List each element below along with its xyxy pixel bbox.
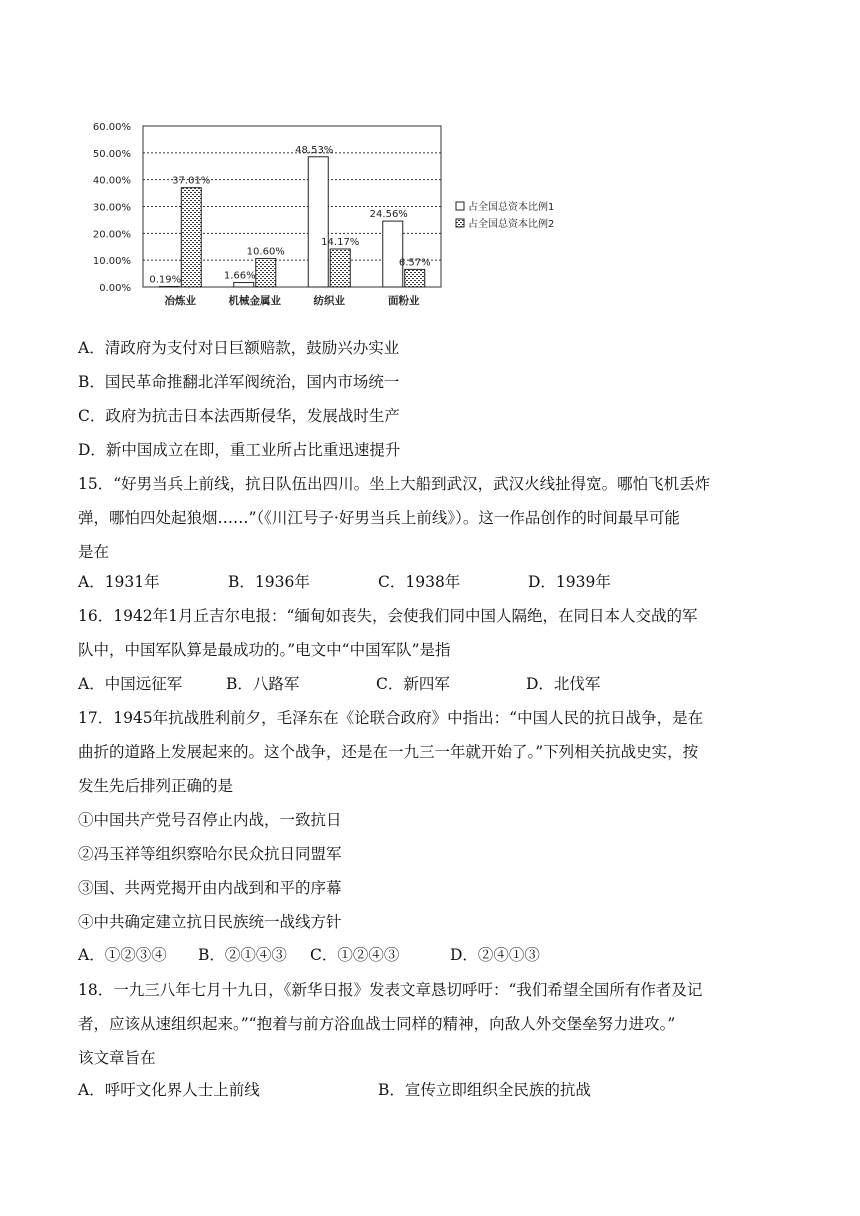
text-line: B．国民革命推翻北洋军阀统治，国内市场统一 bbox=[78, 373, 400, 391]
capital-share-bar-chart bbox=[78, 112, 778, 322]
y-tick-label: 50.00% bbox=[92, 148, 131, 160]
text-line: 15．“好男当兵上前线，抗日队伍出四川。坐上大船到武汉，武汉火线扯得宽。哪怕飞机丢炸 bbox=[78, 475, 711, 493]
bar-series2 bbox=[256, 259, 276, 287]
option-b: B．②①④③ bbox=[198, 946, 287, 964]
text-line: ②冯玉祥等组织察哈尔民众抗日同盟军 bbox=[78, 845, 342, 863]
bar-series2 bbox=[330, 249, 350, 287]
text-line: 弹，哪怕四处起狼烟……”（《川江号子·好男当兵上前线》）。这一作品创作的时间最早可能 bbox=[78, 509, 680, 527]
option-a: A．1931年 bbox=[78, 573, 160, 591]
x-tick-label: 纺织业 bbox=[313, 295, 345, 307]
y-tick-label: 0.00% bbox=[99, 283, 131, 294]
data-label: 24.56% bbox=[369, 209, 408, 221]
bar-series1 bbox=[308, 157, 328, 287]
text-line: 发生先后排列正确的是 bbox=[78, 777, 234, 795]
bar-series2 bbox=[405, 269, 425, 287]
option-d: D．1939年 bbox=[528, 573, 611, 591]
option-a: A．呼吁文化界人士上前线 bbox=[78, 1081, 260, 1099]
y-tick-label: 10.00% bbox=[92, 256, 131, 268]
y-tick-label: 60.00% bbox=[92, 122, 131, 133]
y-tick-label: 40.00% bbox=[92, 175, 131, 187]
option-b: B．1936年 bbox=[228, 573, 310, 591]
option-b: B．八路军 bbox=[226, 675, 300, 693]
text-line: C．政府为抗击日本法西斯侵华，发展战时生产 bbox=[78, 407, 400, 425]
y-tick-label: 20.00% bbox=[92, 229, 131, 241]
option-a: A．①②③④ bbox=[78, 946, 167, 964]
x-tick-label: 冶炼业 bbox=[164, 295, 196, 307]
option-c: C．1938年 bbox=[378, 573, 461, 591]
legend-label: 占全国总资本比例1 bbox=[468, 202, 555, 213]
text-line: 者，应该从速组织起来。”“抱着与前方浴血战士同样的精神，向敌人外交堡垒努力进攻。” bbox=[78, 1015, 676, 1033]
data-label: 1.66% bbox=[223, 270, 256, 282]
option-b: B．宣传立即组织全民族的抗战 bbox=[378, 1081, 591, 1099]
text-line: ④中共确定建立抗日民族统一战线方针 bbox=[78, 913, 342, 931]
data-label: 14.17% bbox=[321, 236, 360, 248]
legend-swatch bbox=[456, 202, 464, 210]
option-a: A．中国远征军 bbox=[78, 675, 183, 693]
y-tick-label: 30.00% bbox=[92, 202, 131, 214]
text-line: ①中国共产党号召停止内战，一致抗日 bbox=[78, 811, 342, 829]
data-label: 48.53% bbox=[295, 144, 334, 156]
text-line: 17．1945年抗战胜利前夕，毛泽东在《论联合政府》中指出：“中国人民的抗日战争，是在 bbox=[78, 709, 704, 727]
option-d: D．②④①③ bbox=[450, 946, 540, 964]
text-line: ③国、共两党揭开由内战到和平的序幕 bbox=[78, 879, 342, 897]
text-line: 该文章旨在 bbox=[78, 1049, 156, 1067]
option-d: D．北伐军 bbox=[526, 675, 601, 693]
bar-series1 bbox=[383, 221, 403, 287]
x-tick-label: 机械金属业 bbox=[228, 295, 281, 307]
option-c: C．新四军 bbox=[376, 675, 450, 693]
text-line: 是在 bbox=[78, 543, 110, 561]
text-line: D．新中国成立在即，重工业所占比重迅速提升 bbox=[78, 441, 401, 459]
data-label: 0.19% bbox=[149, 274, 182, 286]
x-tick-label: 面粉业 bbox=[388, 295, 420, 307]
bar-series1 bbox=[159, 286, 179, 287]
text-line: 16．1942年1月丘吉尔电报：“缅甸如丧失，会使我们同中国人隔绝，在同日本人交战的军 bbox=[78, 607, 698, 625]
text-line: A．清政府为支付对日巨额赔款，鼓励兴办实业 bbox=[78, 339, 400, 357]
legend-label: 占全国总资本比例2 bbox=[468, 219, 555, 230]
text-line: 队中，中国军队算是最成功的。”电文中“中国军队”是指 bbox=[78, 641, 451, 659]
bar-series1 bbox=[234, 283, 254, 287]
data-label: 37.01% bbox=[172, 175, 211, 187]
legend-swatch bbox=[456, 219, 464, 227]
data-label: 10.60% bbox=[246, 246, 285, 258]
data-label: 6.57% bbox=[398, 257, 431, 269]
option-c: C．①②④③ bbox=[310, 946, 400, 964]
text-line: 曲折的道路上发展起来的。这个战争，还是在一九三一年就开始了。”下列相关抗战史实，按 bbox=[78, 743, 699, 761]
bar-series2 bbox=[181, 188, 201, 287]
text-line: 18．一九三八年七月十九日，《新华日报》发表文章恳切呼吁：“我们希望全国所有作者及记 bbox=[78, 981, 703, 999]
